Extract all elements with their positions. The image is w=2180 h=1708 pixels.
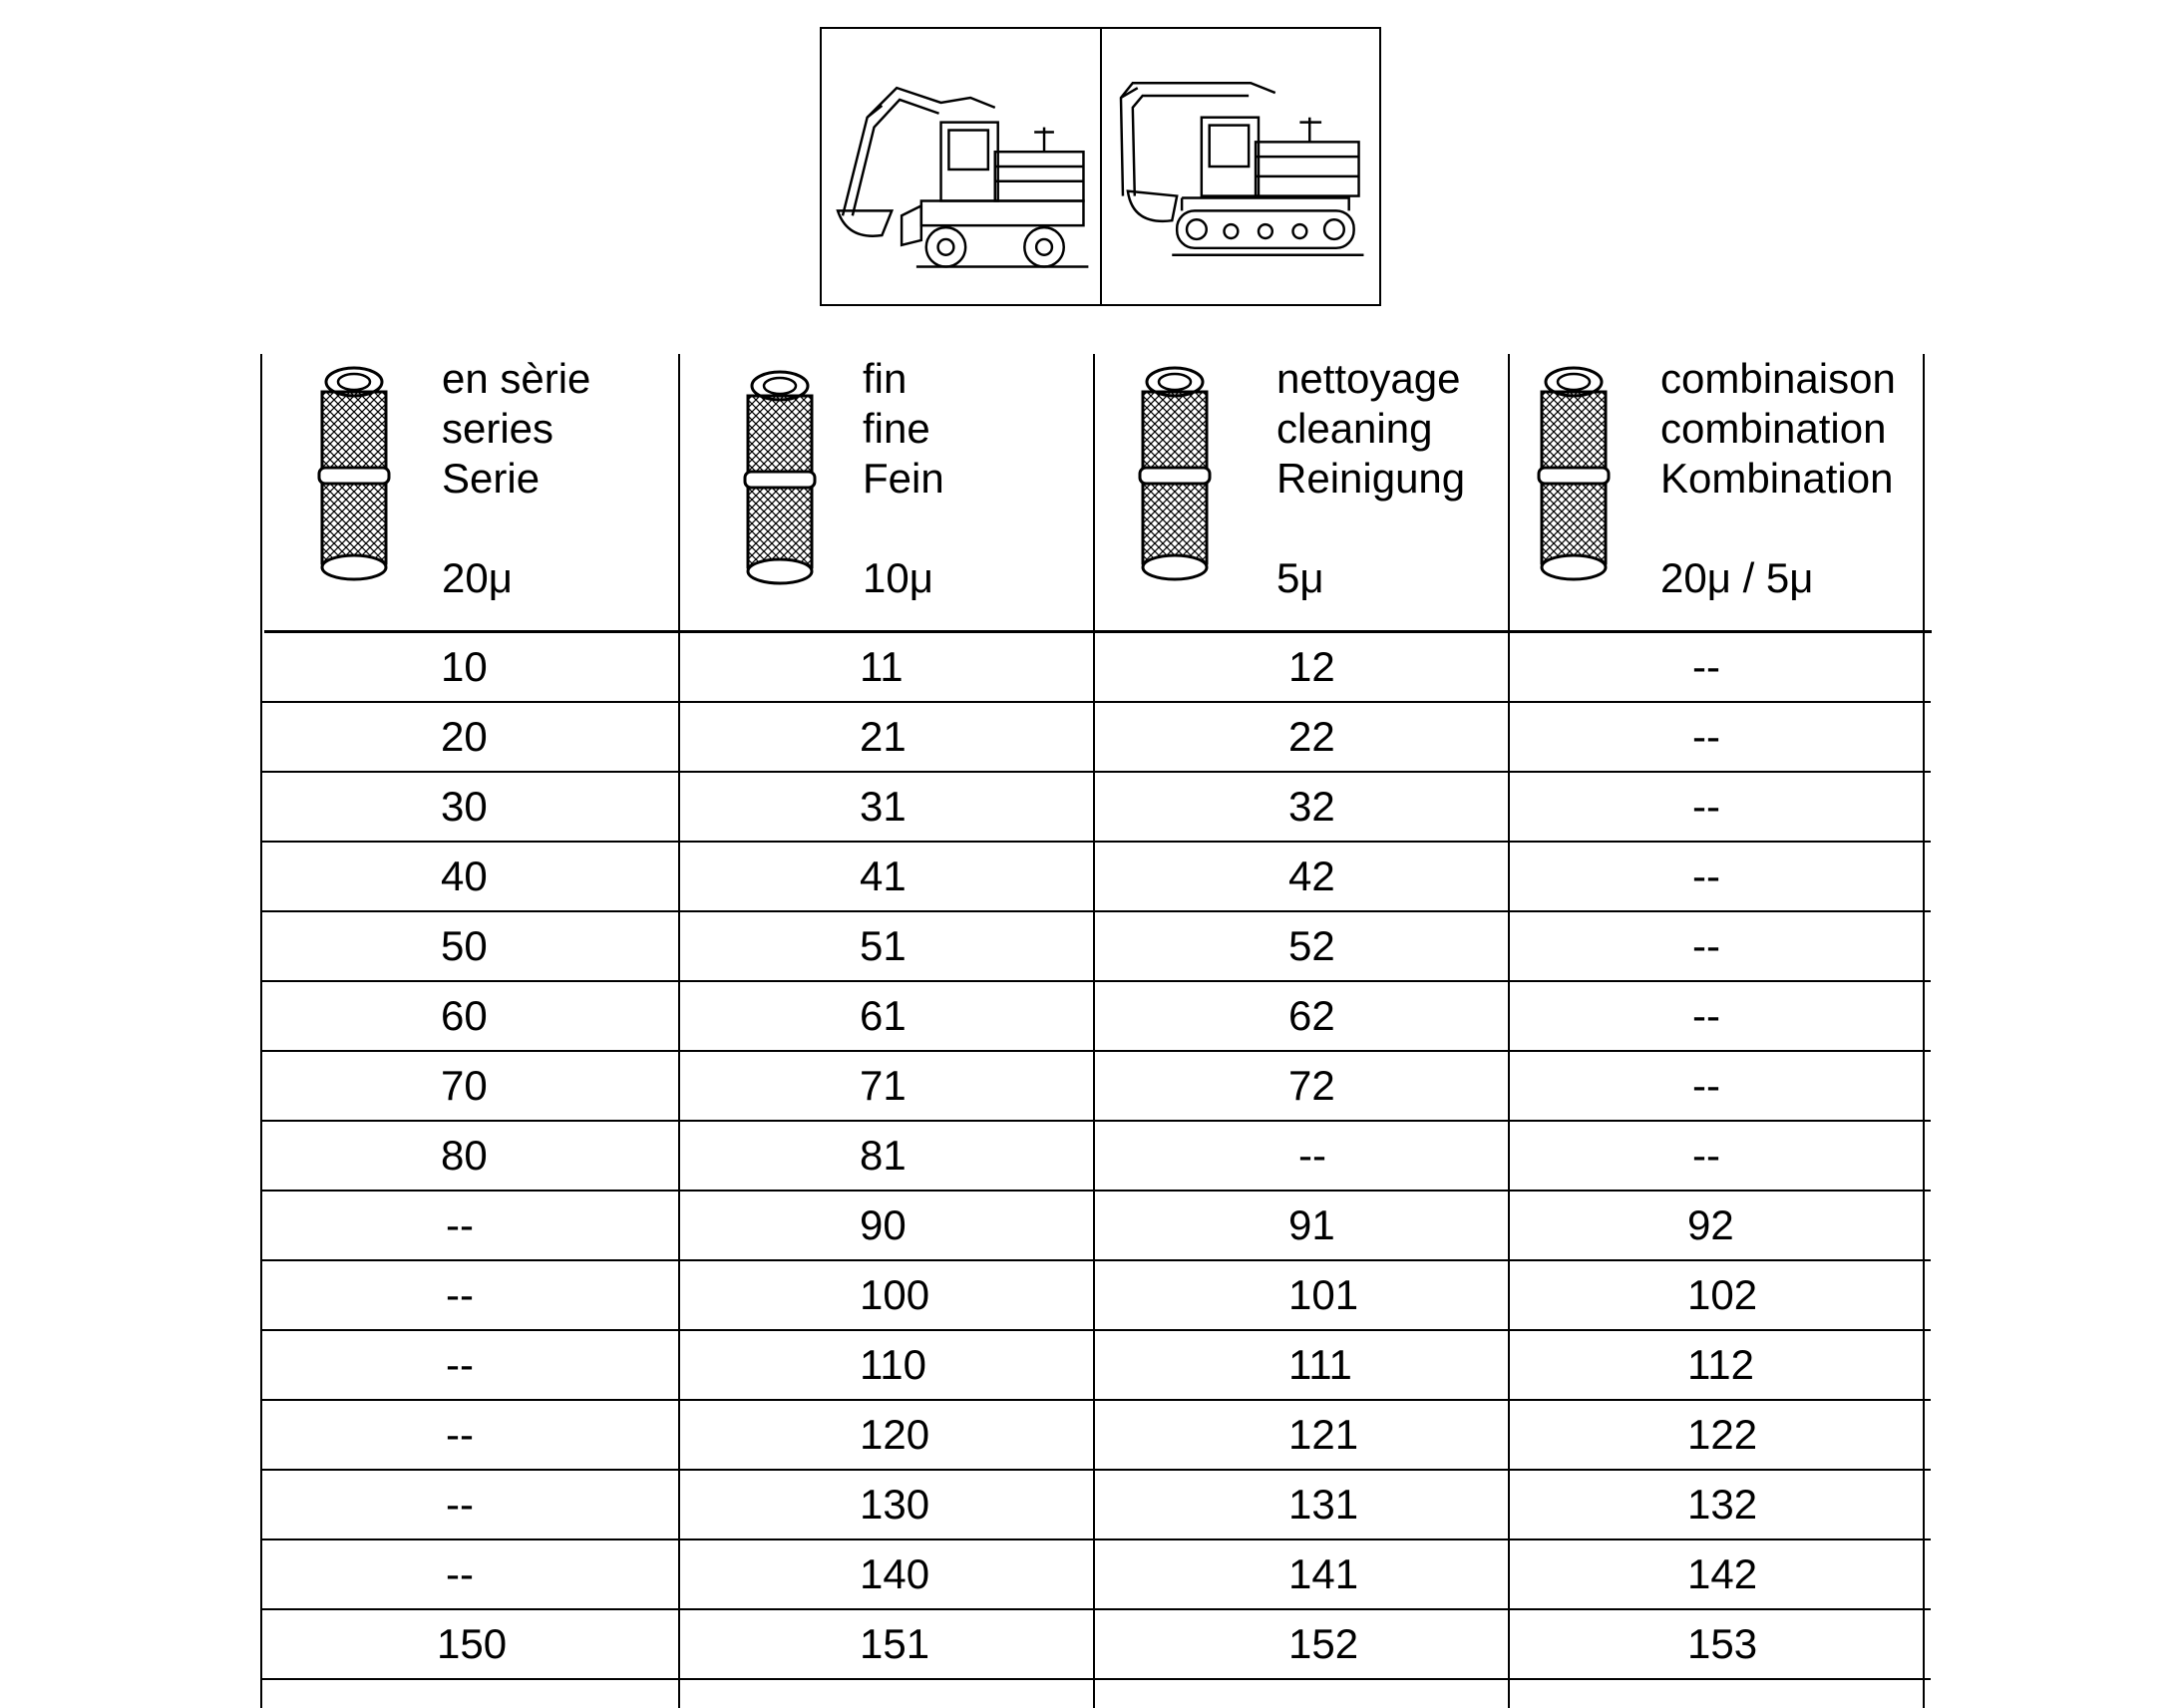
header-cell-fine: [680, 354, 1093, 631]
cell-combination: --: [1692, 992, 1720, 1039]
table-row: [261, 1261, 1931, 1331]
table-row: [261, 703, 1931, 773]
cell-fine: 90: [860, 1201, 907, 1248]
table-row: [261, 1610, 1931, 1680]
table-row: [261, 1331, 1931, 1401]
header-cell-combination: [1510, 354, 1923, 631]
cell-combination: 112: [1687, 1341, 1754, 1388]
header-label-fr: combinaison: [1660, 355, 1896, 402]
cell-combination: 153: [1687, 1620, 1758, 1667]
table-row: [261, 773, 1931, 843]
cell-cleaning: 22: [1288, 713, 1335, 760]
cell-cleaning: 42: [1288, 853, 1335, 899]
cell-cleaning: 111: [1288, 1341, 1352, 1388]
cell-fine: 31: [860, 783, 907, 830]
header-label-de: Fein: [863, 455, 944, 502]
header-micron: 10μ: [863, 554, 933, 601]
cell-series: --: [446, 1481, 474, 1528]
header-label-fr: fin: [863, 355, 908, 402]
cell-fine: 51: [860, 922, 907, 969]
table-row: [261, 1192, 1931, 1261]
filter-cartridge-icon: [1534, 364, 1614, 583]
wheeled-excavator-icon: [822, 29, 1100, 304]
cell-fine: 41: [860, 853, 907, 899]
cell-fine: 151: [860, 1620, 930, 1667]
cell-combination: --: [1692, 643, 1720, 690]
cell-cleaning: 101: [1288, 1271, 1359, 1318]
cell-combination: 142: [1687, 1550, 1758, 1597]
cell-series: 70: [441, 1062, 488, 1109]
header-cell-cleaning: [1095, 354, 1508, 631]
table-row: [261, 912, 1931, 982]
cell-series: 10: [441, 643, 488, 690]
table-body: [261, 633, 1931, 1680]
cell-cleaning: 141: [1288, 1550, 1359, 1597]
cell-series: 20: [441, 713, 488, 760]
cell-cleaning: 32: [1288, 783, 1335, 830]
cell-fine: 81: [860, 1132, 907, 1179]
cell-series: 50: [441, 922, 488, 969]
cell-series: 30: [441, 783, 488, 830]
cell-combination: --: [1692, 1062, 1720, 1109]
cell-combination: --: [1692, 922, 1720, 969]
cell-fine: 71: [860, 1062, 907, 1109]
table-row: [261, 633, 1931, 703]
header-label-en: cleaning: [1276, 405, 1433, 452]
header-label-de: Kombination: [1660, 455, 1894, 502]
filter-cartridge-icon: [740, 368, 820, 587]
cell-series: 60: [441, 992, 488, 1039]
cell-series: 40: [441, 853, 488, 899]
machine-illustrations: [820, 27, 1381, 306]
header-label-en: combination: [1660, 405, 1887, 452]
cell-cleaning: 131: [1288, 1481, 1359, 1528]
header-micron: 5μ: [1276, 554, 1324, 601]
cell-combination: 92: [1687, 1201, 1734, 1248]
header-micron: 20μ / 5μ: [1660, 554, 1814, 601]
cell-fine: 120: [860, 1411, 930, 1458]
table-row: [261, 1540, 1931, 1610]
header-label-de: Serie: [442, 455, 541, 502]
cell-combination: 122: [1687, 1411, 1758, 1458]
cell-cleaning: 52: [1288, 922, 1335, 969]
header-label-fr: en sèrie: [442, 355, 591, 402]
header-cell-series: [264, 354, 678, 631]
cell-fine: 110: [860, 1341, 926, 1388]
cell-series: --: [446, 1201, 474, 1248]
cell-fine: 61: [860, 992, 907, 1039]
crawler-excavator-icon: [1100, 29, 1380, 304]
table-row: [261, 1052, 1931, 1122]
cell-cleaning: 12: [1288, 643, 1335, 690]
cell-cleaning: 91: [1288, 1201, 1335, 1248]
table-row: [261, 982, 1931, 1052]
header-label-de: Reinigung: [1276, 455, 1466, 502]
cell-fine: 130: [860, 1481, 930, 1528]
cell-series: --: [446, 1550, 474, 1597]
filter-cartridge-icon: [314, 364, 394, 583]
cell-fine: 140: [860, 1550, 930, 1597]
header-label-en: fine: [863, 405, 930, 452]
cell-cleaning: 72: [1288, 1062, 1335, 1109]
cell-series: --: [446, 1341, 474, 1388]
cell-cleaning: --: [1298, 1132, 1326, 1179]
cell-series: 150: [437, 1620, 508, 1667]
header-micron: 20μ: [442, 554, 513, 601]
filter-cartridge-icon: [1135, 364, 1215, 583]
table-row: [261, 843, 1931, 912]
cell-combination: --: [1692, 783, 1720, 830]
cell-fine: 21: [860, 713, 907, 760]
cell-cleaning: 152: [1288, 1620, 1359, 1667]
cell-series: --: [446, 1271, 474, 1318]
cell-combination: --: [1692, 853, 1720, 899]
cell-series: --: [446, 1411, 474, 1458]
cell-combination: --: [1692, 1132, 1720, 1179]
table-row: [261, 1401, 1931, 1471]
table-row: [261, 1122, 1931, 1192]
header-label-en: series: [442, 405, 554, 452]
table-row: [261, 1471, 1931, 1540]
cell-cleaning: 62: [1288, 992, 1335, 1039]
cell-fine: 100: [860, 1271, 930, 1318]
header-label-fr: nettoyage: [1276, 355, 1461, 402]
cell-combination: --: [1692, 713, 1720, 760]
cell-combination: 102: [1687, 1271, 1758, 1318]
cell-cleaning: 121: [1288, 1411, 1359, 1458]
cell-fine: 11: [860, 643, 904, 690]
cell-combination: 132: [1687, 1481, 1758, 1528]
cell-series: 80: [441, 1132, 488, 1179]
table-header: [264, 354, 1930, 631]
